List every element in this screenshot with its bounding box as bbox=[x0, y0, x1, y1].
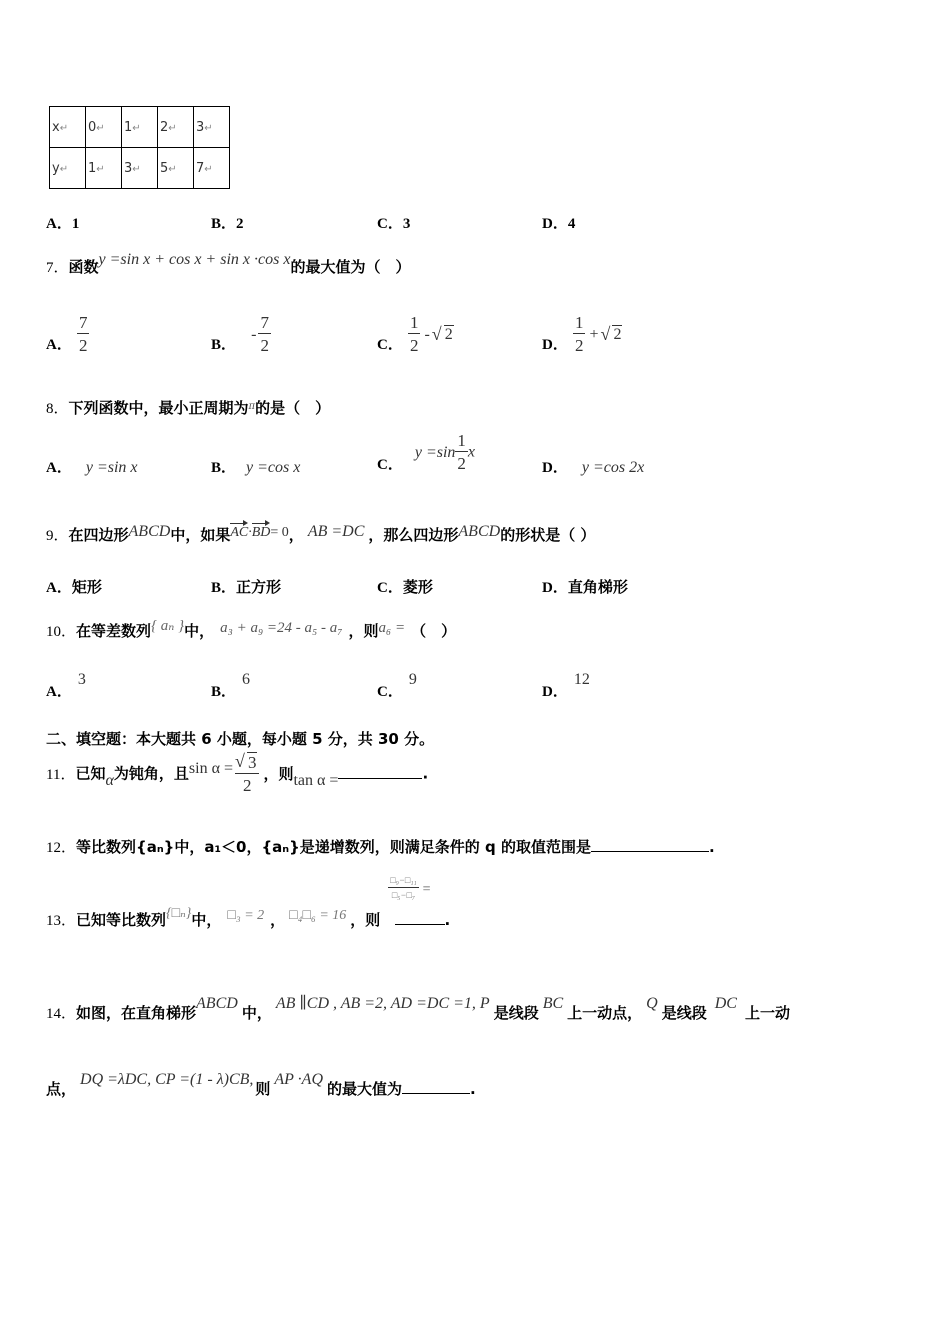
q9-option-d: D．直角梯形 bbox=[542, 578, 628, 596]
q6-option-b: B．2 bbox=[211, 216, 244, 232]
q14-stem-line2: 点，DQ =λDC, CP =(1 - λ)CB,则AP ·AQ的最大值为 . bbox=[46, 1071, 476, 1098]
q9-option-a: A．矩形 bbox=[46, 578, 102, 596]
question-number: 13． bbox=[46, 912, 77, 929]
question-number: 11． bbox=[46, 766, 76, 783]
q7-option-c: C． $\frac{1}{2}$ -√ 2 bbox=[377, 314, 454, 354]
q8-option-b: B． y =cos x bbox=[211, 459, 301, 476]
table-cell: 3↵ bbox=[194, 107, 230, 148]
table-cell: 1↵ bbox=[86, 148, 122, 189]
q10-option-d: D．12 bbox=[542, 671, 590, 700]
table-cell: 3↵ bbox=[122, 148, 158, 189]
q7-option-b: B． - $\frac{7}{2}$ bbox=[211, 313, 269, 355]
question-number: 8． bbox=[46, 401, 69, 417]
question-number: 14． bbox=[46, 1006, 77, 1022]
q13-stem: 13．已知等比数列{□ₙ}中， □₃ = 2 ， □₄□₆ = 16 ，则 $\frac{\text{□₉−□₁₁}}{\text{□₅−□₇}}$ =. bbox=[46, 875, 451, 929]
table-head-cell: x↵ bbox=[50, 107, 86, 148]
answer-blank[interactable] bbox=[338, 764, 422, 779]
q10-stem: 10．在等差数列{ aₙ }中， a₃ + a₉ =24 - a₅ - a₇ ，则a₆ = （ ） bbox=[46, 618, 457, 640]
question-number: 12． bbox=[46, 840, 77, 856]
question-number: 7． bbox=[46, 260, 69, 276]
q8-stem: 8．下列函数中，最小正周期为$^\pi$的是（ ） bbox=[46, 399, 331, 417]
q7-formula: y =sin x + cos x + sin x ·cos x bbox=[98, 251, 291, 268]
q10-option-c: C．9 bbox=[377, 671, 417, 700]
q7-option-a: A． $\frac{7}{2}$ bbox=[46, 313, 88, 355]
question-number: 10． bbox=[46, 624, 77, 640]
q9-option-b: B．正方形 bbox=[211, 578, 282, 596]
q7-option-d: D． $\frac{1}{2}$ +√ 2 bbox=[542, 314, 622, 354]
q12-stem: 12．等比数列{aₙ}中，a₁＜0，{aₙ}是递增数列，则满足条件的 q 的取值范围是 . bbox=[46, 838, 715, 856]
q6-option-d: D．4 bbox=[542, 216, 576, 232]
q9-stem: 9．在四边形ABCD中，如果AC·BD= 0， AB =DC ，那么四边形ABCD的形状是（ ） bbox=[46, 523, 596, 544]
answer-blank[interactable] bbox=[402, 1079, 470, 1094]
table-head-cell: y↵ bbox=[50, 148, 86, 189]
table-cell: 1↵ bbox=[122, 107, 158, 148]
table-cell: 5↵ bbox=[158, 148, 194, 189]
q6-option-a: A．1 bbox=[46, 216, 80, 232]
q8-option-a: A． y =sin x bbox=[46, 459, 138, 476]
answer-blank[interactable] bbox=[591, 837, 709, 852]
section-title: 二、填空题：本大题共 6 小题，每小题 5 分，共 30 分。 bbox=[46, 730, 435, 748]
table-cell: 7↵ bbox=[194, 148, 230, 189]
q14-stem-line1: 14．如图，在直角梯形ABCD中，AB ∥CD , AB =2, AD =DC =1, P是线段BC上一动点，Q是线段DC上一动 bbox=[46, 995, 790, 1022]
table-cell: 0↵ bbox=[86, 107, 122, 148]
table-cell: 2↵ bbox=[158, 107, 194, 148]
question-number: 9． bbox=[46, 528, 69, 544]
q8-option-d: D． y =cos 2x bbox=[542, 459, 645, 476]
q10-option-a: A．3 bbox=[46, 671, 86, 700]
pi-symbol: π bbox=[248, 401, 256, 412]
table-row bbox=[50, 107, 230, 148]
answer-blank[interactable] bbox=[395, 910, 445, 925]
q10-option-b: B．6 bbox=[211, 671, 251, 700]
q6-option-c: C．3 bbox=[377, 216, 411, 232]
xy-table bbox=[49, 106, 230, 189]
q11-stem: 11．已知α为钝角，且sin α = √ $\frac{3}{2}$ ，则tan α = . bbox=[46, 754, 428, 794]
q8-option-c: C．y =sin $\frac{1}{2}$ x bbox=[377, 431, 476, 473]
table-row bbox=[50, 148, 230, 189]
q9-option-c: C．菱形 bbox=[377, 578, 433, 596]
q7-stem: 7．函数y =sin x + cos x + sin x ·cos x的最大值为（ ） bbox=[46, 251, 411, 276]
